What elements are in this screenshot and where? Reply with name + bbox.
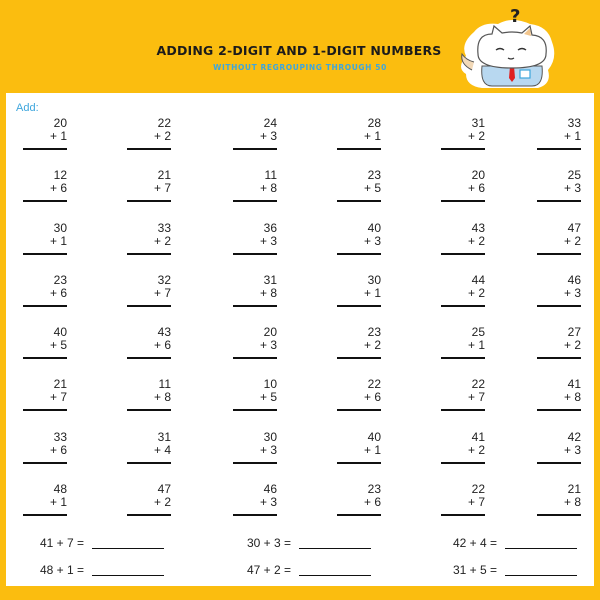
vertical-problem [537,378,581,411]
problem-top-number: 23 [367,482,381,496]
answer-line [441,305,485,307]
vertical-problem [233,326,277,359]
problem-top-number: 20 [263,325,277,339]
horizontal-problem [40,536,164,550]
answer-line [127,409,171,411]
problem-top-number: 41 [567,377,581,391]
problem-addend: + 6 [153,338,171,352]
answer-line [233,253,277,255]
problem-top-number: 21 [567,482,581,496]
answer-line [537,357,581,359]
answer-line [337,462,381,464]
vertical-problem [23,169,67,202]
equation-text: 31 + 5 = [453,563,498,577]
answer-line [537,305,581,307]
vertical-problem [537,117,581,150]
answer-line [127,462,171,464]
answer-line [233,357,277,359]
problem-addend: + 3 [563,443,581,457]
vertical-problem [537,169,581,202]
vertical-problem [127,117,171,150]
answer-line [127,305,171,307]
vertical-problem [441,274,485,307]
answer-line [441,200,485,202]
answer-blank [299,548,371,549]
problem-top-number: 27 [567,325,581,339]
footer-site: MATH-DAD.COM [261,585,339,596]
problem-top-number: 23 [53,273,67,287]
problem-top-number: 12 [53,168,67,182]
problem-addend: + 3 [363,234,381,248]
answer-line [23,305,67,307]
vertical-problem [537,431,581,464]
answer-line [233,305,277,307]
vertical-problem [441,169,485,202]
problem-addend: + 2 [563,338,581,352]
answer-blank [505,548,577,549]
vertical-problem [127,169,171,202]
problem-top-number: 22 [471,482,485,496]
problem-addend: + 3 [563,181,581,195]
problem-addend: + 5 [49,338,67,352]
problem-addend: + 1 [563,129,581,143]
problem-top-number: 25 [567,168,581,182]
problem-top-number: 21 [157,168,171,182]
answer-line [23,409,67,411]
problem-addend: + 2 [467,129,485,143]
problem-addend: + 4 [153,443,171,457]
vertical-problem [233,169,277,202]
vertical-problem [441,483,485,516]
horizontal-problem [453,536,577,550]
problem-addend: + 5 [259,390,277,404]
problem-top-number: 33 [157,221,171,235]
problem-addend: + 1 [49,129,67,143]
problem-top-number: 43 [157,325,171,339]
answer-line [337,357,381,359]
answer-line [441,148,485,150]
problem-top-number: 20 [53,116,67,130]
problem-top-number: 11 [264,168,277,182]
problem-addend: + 2 [467,234,485,248]
vertical-problem [337,378,381,411]
vertical-problem [233,117,277,150]
vertical-problem [23,326,67,359]
problem-addend: + 7 [153,181,171,195]
problem-addend: + 7 [467,495,485,509]
vertical-problem [23,378,67,411]
problem-top-number: 43 [471,221,485,235]
answer-line [441,357,485,359]
problem-top-number: 41 [471,430,485,444]
problem-top-number: 30 [53,221,67,235]
vertical-problem [537,222,581,255]
problem-addend: + 6 [467,181,485,195]
problem-addend: + 1 [363,129,381,143]
problem-top-number: 46 [263,482,277,496]
problem-addend: + 3 [259,234,277,248]
problem-top-number: 33 [567,116,581,130]
instructions-label: Add: [16,102,39,114]
problem-addend: + 7 [467,390,485,404]
problem-addend: + 8 [563,390,581,404]
answer-line [23,253,67,255]
vertical-problem [233,483,277,516]
answer-line [337,200,381,202]
svg-text:?: ? [510,6,521,27]
answer-line [537,148,581,150]
problem-top-number: 31 [263,273,277,287]
vertical-problem [441,431,485,464]
problem-top-number: 23 [367,168,381,182]
vertical-problem [127,431,171,464]
answer-line [441,253,485,255]
vertical-problem [23,222,67,255]
problem-top-number: 36 [263,221,277,235]
vertical-problem [441,378,485,411]
answer-line [441,409,485,411]
problem-addend: + 1 [49,495,67,509]
answer-blank [92,575,164,576]
problem-addend: + 3 [563,286,581,300]
vertical-problem [233,222,277,255]
problem-addend: + 5 [363,181,381,195]
problem-top-number: 42 [567,430,581,444]
horizontal-problem [247,536,371,550]
problem-top-number: 31 [471,116,485,130]
problem-addend: + 1 [49,234,67,248]
vertical-problem [233,378,277,411]
problem-addend: + 3 [259,338,277,352]
answer-line [233,200,277,202]
answer-blank [299,575,371,576]
answer-line [537,514,581,516]
vertical-problem [127,483,171,516]
equation-text: 41 + 7 = [40,536,85,550]
answer-line [233,462,277,464]
vertical-problem [233,431,277,464]
problem-addend: + 2 [363,338,381,352]
answer-line [537,462,581,464]
vertical-problem [537,274,581,307]
vertical-problem [23,117,67,150]
equation-text: 47 + 2 = [247,563,292,577]
problem-top-number: 40 [367,221,381,235]
vertical-problem [337,431,381,464]
problem-top-number: 40 [53,325,67,339]
problem-addend: + 7 [49,390,67,404]
problem-addend: + 3 [259,495,277,509]
problem-addend: + 6 [49,443,67,457]
problem-top-number: 31 [157,430,171,444]
problem-addend: + 1 [363,443,381,457]
answer-line [23,148,67,150]
horizontal-problem [453,563,577,577]
answer-line [127,514,171,516]
answer-line [441,462,485,464]
vertical-problem [337,117,381,150]
cat-mascot-icon [452,4,572,92]
equation-text: 30 + 3 = [247,536,292,550]
problem-addend: + 6 [49,181,67,195]
vertical-problem [441,117,485,150]
vertical-problem [537,483,581,516]
horizontal-problem [40,563,164,577]
vertical-problem [337,169,381,202]
problem-addend: + 2 [563,234,581,248]
vertical-problem [337,483,381,516]
problem-top-number: 23 [367,325,381,339]
problem-top-number: 30 [263,430,277,444]
answer-line [23,357,67,359]
header-banner [0,0,600,93]
answer-line [337,409,381,411]
problem-addend: + 3 [259,443,277,457]
vertical-problem [233,274,277,307]
vertical-problem [127,378,171,411]
vertical-problem [537,326,581,359]
vertical-problem [441,222,485,255]
equation-text: 42 + 4 = [453,536,498,550]
answer-blank [505,575,577,576]
problem-top-number: 30 [367,273,381,287]
problem-top-number: 24 [263,116,277,130]
answer-line [127,357,171,359]
problem-top-number: 47 [567,221,581,235]
vertical-problem [441,326,485,359]
problem-addend: + 2 [153,495,171,509]
answer-line [337,253,381,255]
vertical-problem [337,222,381,255]
problem-top-number: 33 [53,430,67,444]
problem-addend: + 6 [49,286,67,300]
answer-line [127,200,171,202]
problem-addend: + 2 [467,443,485,457]
problem-top-number: 40 [367,430,381,444]
answer-line [337,514,381,516]
answer-line [127,148,171,150]
answer-line [337,148,381,150]
problem-addend: + 3 [259,129,277,143]
problem-top-number: 10 [263,377,277,391]
problem-top-number: 11 [158,377,171,391]
vertical-problem [127,274,171,307]
problem-addend: + 1 [467,338,485,352]
problem-top-number: 21 [53,377,67,391]
problem-top-number: 22 [471,377,485,391]
answer-line [537,253,581,255]
problem-addend: + 2 [153,234,171,248]
answer-line [127,253,171,255]
problem-top-number: 32 [157,273,171,287]
problem-top-number: 44 [471,273,485,287]
equation-text: 48 + 1 = [40,563,85,577]
problem-top-number: 25 [471,325,485,339]
vertical-problem [337,326,381,359]
answer-line [23,462,67,464]
problem-addend: + 6 [363,495,381,509]
vertical-problem [127,326,171,359]
problem-addend: + 8 [259,181,277,195]
answer-line [441,514,485,516]
problem-addend: + 1 [363,286,381,300]
problem-addend: + 2 [153,129,171,143]
answer-line [537,409,581,411]
problem-top-number: 46 [567,273,581,287]
problem-top-number: 28 [367,116,381,130]
problem-addend: + 8 [563,495,581,509]
problem-addend: + 2 [467,286,485,300]
vertical-problem [127,222,171,255]
horizontal-problem [247,563,371,577]
problem-addend: + 8 [153,390,171,404]
vertical-problem [337,274,381,307]
answer-line [23,514,67,516]
problem-top-number: 47 [157,482,171,496]
answer-line [337,305,381,307]
vertical-problem [23,431,67,464]
vertical-problem [23,274,67,307]
problem-addend: + 7 [153,286,171,300]
problem-addend: + 6 [363,390,381,404]
answer-line [233,514,277,516]
problem-addend: + 8 [259,286,277,300]
answer-line [23,200,67,202]
answer-blank [92,548,164,549]
problem-top-number: 22 [367,377,381,391]
worksheet-subtitle: WITHOUT REGROUPING THROUGH 50 [213,63,387,72]
problem-top-number: 22 [157,116,171,130]
problem-top-number: 20 [471,168,485,182]
answer-line [233,148,277,150]
answer-line [233,409,277,411]
vertical-problem [23,483,67,516]
answer-line [537,200,581,202]
problem-top-number: 48 [53,482,67,496]
worksheet-title: ADDING 2-DIGIT AND 1-DIGIT NUMBERS [156,43,442,58]
